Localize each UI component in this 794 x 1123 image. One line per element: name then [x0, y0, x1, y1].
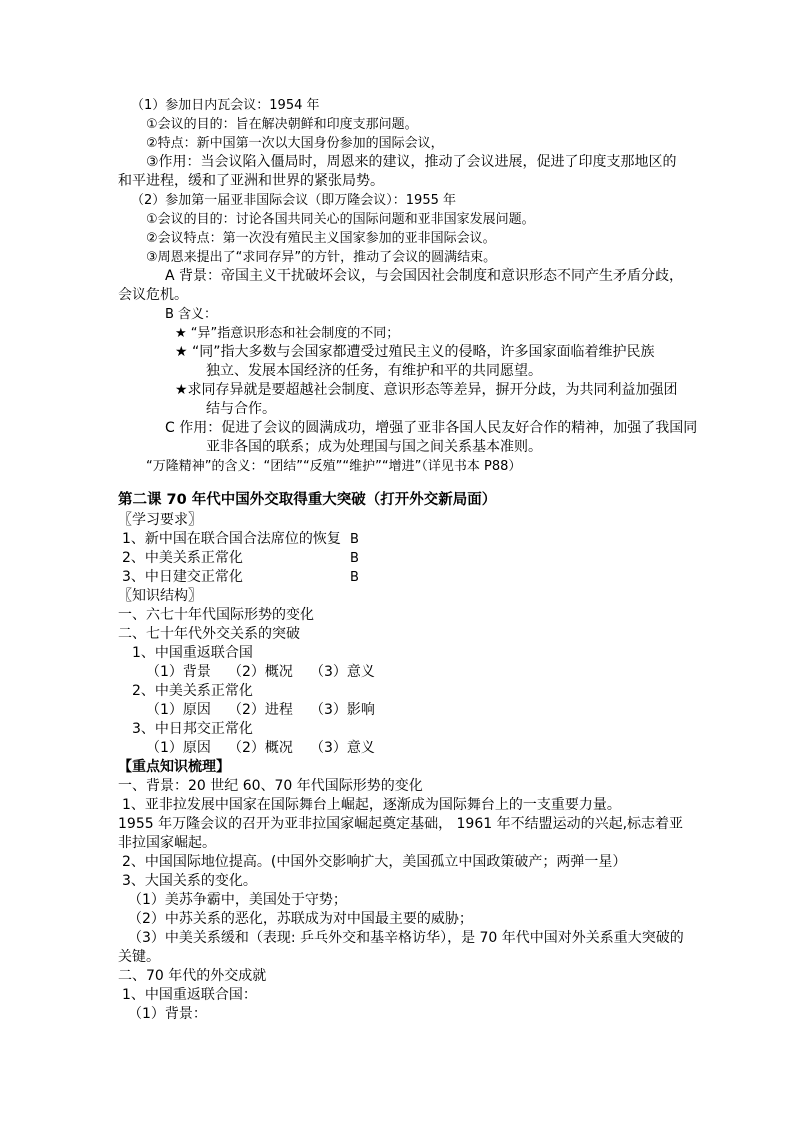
key-item-1-1: 1、亚非拉发展中国家在国际舞台上崛起，逐渐成为国际舞台上的一支重要力量。: [122, 797, 621, 813]
requirement-item-level: B: [350, 570, 359, 585]
meaning-star-3-line2: 结与合作。: [206, 401, 276, 417]
meaning-b-heading: B 含义：: [165, 307, 218, 322]
structure-item-2-3: 3、中日邦交正常化: [132, 721, 253, 737]
key-section-1: 一、背景：20 世纪 60、70 年代国际形势的变化: [118, 778, 423, 794]
key-item-1-1b-line2: 非拉国家崛起。: [118, 835, 216, 851]
key-item-1-3-3-line2: 关键。: [118, 949, 160, 965]
requirement-item-text: 1、新中国在联合国合法席位的恢复: [122, 531, 341, 547]
structure-sub-item: （2）进程: [228, 702, 293, 718]
structure-sub-item: （2）概况: [228, 740, 293, 756]
geneva-feature: ②特点：新中国第一次以大国身份参加的国际会议，: [146, 136, 444, 151]
geneva-purpose: ①会议的目的：旨在解决朝鲜和印度支那问题。: [146, 117, 418, 132]
meaning-star-3-line1: ★求同存异就是要超越社会制度、意识形态等差异，摒开分歧，为共同利益加强团: [175, 382, 678, 398]
bandung-spirit: “万隆精神”的含义：“团结”“反殖”“维护”“增进”（详见书本 P88）: [146, 459, 522, 474]
geneva-effect-line1: ③作用：当会议陷入僵局时，周恩来的建议，推动了会议进展，促进了印度支那地区的: [146, 154, 677, 170]
learning-requirements-heading: 〖学习要求〗: [118, 512, 202, 528]
key-item-1-3-1: （1）美苏争霸中，美国处于守势；: [128, 892, 347, 908]
background-a-line2: 会议危机。: [118, 287, 188, 303]
bandung-zhou-enlai: ③周恩来提出了“求同存异”的方针，推动了会议的圆满结束。: [146, 250, 497, 265]
key-item-2-1-1: （1）背景：: [128, 1006, 207, 1022]
structure-sub-item: （2）概况: [228, 664, 293, 680]
structure-sub-item: （3）意义: [310, 740, 375, 756]
geneva-effect-line2: 和平进程，缓和了亚洲和世界的紧张局势。: [118, 173, 384, 189]
effect-c-line2: 亚非各国的联系；成为处理国与国之间关系基本准则。: [206, 439, 542, 455]
structure-item-2-1: 1、中国重返联合国: [132, 645, 253, 661]
key-item-1-3: 3、大国关系的变化。: [122, 873, 257, 889]
meaning-star-2-line2: 独立、发展本国经济的任务，有维护和平的共同愿望。: [206, 363, 542, 379]
meaning-star-2-line1: ★ “同”指大多数与会国家都遭受过殖民主义的侵略，许多国家面临着维护民族: [175, 344, 655, 360]
structure-sub-item: （1）背景: [146, 664, 211, 680]
bandung-feature: ②会议特点：第一次没有殖民主义国家参加的亚非国际会议。: [146, 231, 496, 246]
structure-sub-item: （3）意义: [310, 664, 375, 680]
key-item-1-2: 2、中国国际地位提高。(中国外交影响扩大，美国孤立中国政策破产；两弹一星）: [122, 854, 627, 870]
requirement-item-level: B: [350, 532, 359, 547]
bandung-purpose: ①会议的目的：讨论各国共同关心的国际问题和亚非国家发展问题。: [146, 212, 535, 227]
structure-item-2-2: 2、中美关系正常化: [132, 683, 253, 699]
requirement-item-text: 3、中日建交正常化: [122, 569, 243, 585]
requirement-item-level: B: [350, 551, 359, 566]
lesson-title: 第二课 70 年代中国外交取得重大突破（打开外交新局面）: [118, 492, 497, 508]
structure-item-1: 一、六七十年代国际形势的变化: [118, 607, 314, 623]
key-knowledge-heading: 【重点知识梳理】: [118, 759, 230, 775]
key-item-1-3-3-line1: （3）中美关系缓和（表现: 乒乓外交和基辛格访华），是 70 年代中国对外关系重大突破的: [128, 930, 684, 946]
effect-c-line1: C 作用：促进了会议的圆满成功，增强了亚非各国人民友好合作的精神，加强了我国同: [165, 420, 698, 436]
key-item-1-1b-line1: 1955 年万隆会议的召开为亚非拉国家崛起奠定基础， 1961 年不结盟运动的兴起,标志着亚: [118, 816, 684, 832]
structure-sub-item: （3）影响: [310, 702, 375, 718]
geneva-heading: （1）参加日内瓦会议：1954 年: [131, 98, 320, 113]
structure-item-2: 二、七十年代外交关系的突破: [118, 626, 300, 642]
structure-sub-item: （1）原因: [146, 740, 211, 756]
key-section-2: 二、70 年代的外交成就: [118, 968, 267, 984]
key-item-2-1: 1、中国重返联合国：: [122, 987, 257, 1003]
meaning-star-1: ★ “异”指意识形态和社会制度的不同；: [175, 326, 400, 341]
structure-sub-item: （1）原因: [146, 702, 211, 718]
bandung-heading: （2）参加第一届亚非国际会议（即万隆会议）：1955 年: [131, 193, 456, 208]
requirement-item-text: 2、中美关系正常化: [122, 550, 243, 566]
background-a-line1: A 背景：帝国主义干扰破坏会议，与会国因社会制度和意识形态不同产生矛盾分歧，: [165, 268, 684, 284]
knowledge-structure-heading: 〖知识结构〗: [118, 588, 202, 604]
key-item-1-3-2: （2）中苏关系的恶化，苏联成为对中国最主要的威胁；: [128, 911, 473, 927]
